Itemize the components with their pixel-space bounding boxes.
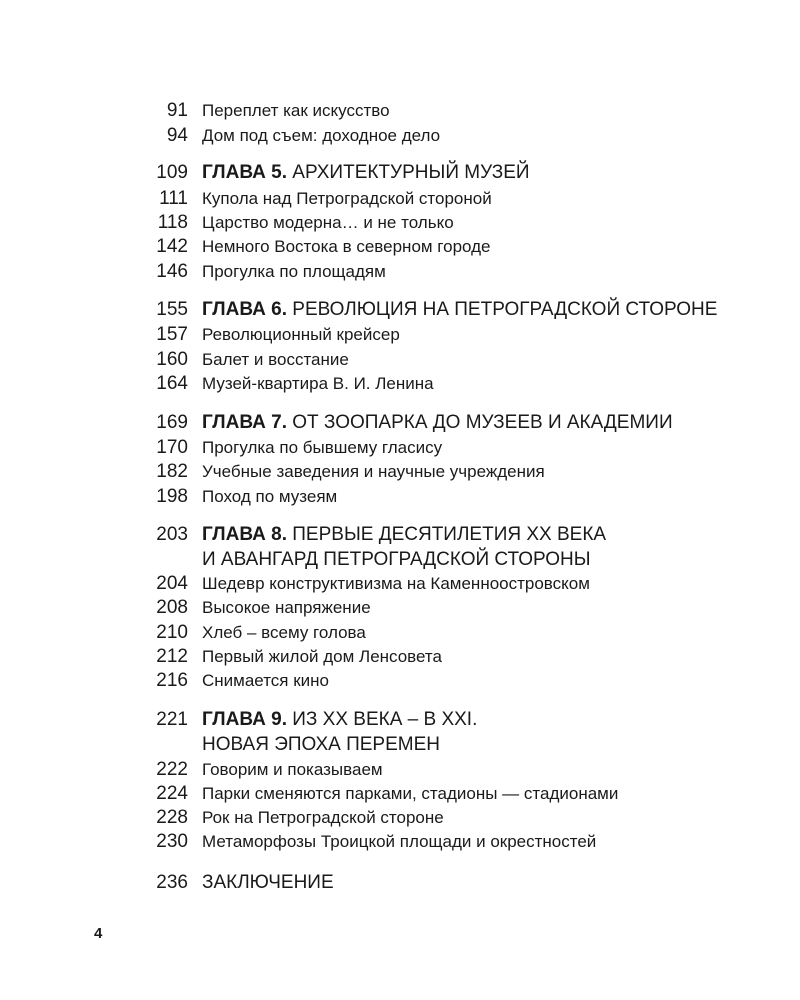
entry-page-number: 228 — [156, 807, 188, 828]
entry-page-number: 109 — [156, 162, 188, 183]
entry-title: Прогулка по площадям — [202, 262, 386, 281]
entry-title: Прогулка по бывшему гласису — [202, 438, 443, 457]
toc-entry[interactable] — [0, 210, 800, 236]
entry-title: ЗАКЛЮЧЕНИЕ — [202, 872, 334, 893]
toc-entry[interactable] — [0, 123, 800, 149]
entry-page-number: 224 — [156, 783, 188, 804]
entry-page-number: 221 — [156, 709, 188, 730]
entry-page-number: 146 — [156, 261, 188, 282]
entry-page-number: 91 — [166, 100, 188, 121]
chapter-label: ГЛАВА 5. — [202, 162, 287, 183]
entry-title: Шедевр конструктивизма на Каменноостровском — [202, 574, 590, 593]
toc-entry[interactable] — [0, 459, 800, 485]
entry-title: Рок на Петроградской стороне — [202, 808, 444, 827]
entry-title: Метаморфозы Троицкой площади и окрестностей — [202, 832, 597, 851]
toc-entry[interactable] — [0, 644, 800, 670]
entry-page-number: 164 — [156, 373, 188, 394]
entry-page-number: 182 — [156, 461, 188, 482]
entry-title: Дом под съем: доходное дело — [202, 126, 441, 145]
chapter-heading — [202, 522, 606, 548]
toc-entry[interactable] — [0, 371, 800, 397]
toc-chapter-8[interactable] — [0, 522, 800, 548]
toc-entry[interactable] — [0, 595, 800, 621]
toc-conclusion[interactable] — [0, 870, 800, 896]
entry-page-number: 210 — [156, 622, 188, 643]
entry-title: Поход по музеям — [202, 487, 338, 506]
chapter-label: ГЛАВА 6. — [202, 299, 287, 320]
entry-page-number: 142 — [156, 236, 188, 257]
entry-title: Балет и восстание — [202, 350, 349, 369]
chapter-label: ГЛАВА 9. — [202, 709, 287, 730]
toc-entry[interactable] — [0, 757, 800, 783]
toc-entry[interactable] — [0, 620, 800, 646]
entry-page-number: 208 — [156, 597, 188, 618]
toc-entry[interactable] — [0, 571, 800, 597]
chapter-title: АРХИТЕКТУРНЫЙ МУЗЕЙ — [292, 162, 530, 183]
toc-chapter-6[interactable] — [0, 297, 800, 323]
entry-title: Переплет как искусство — [202, 101, 390, 120]
entry-title: Говорим и показываем — [202, 760, 383, 779]
entry-page-number: 204 — [156, 573, 188, 594]
entry-title: Хлеб – всему голова — [202, 623, 366, 642]
toc-entry[interactable] — [0, 259, 800, 285]
entry-page-number: 203 — [156, 524, 188, 545]
toc-chapter-5[interactable] — [0, 160, 800, 186]
toc-entry[interactable] — [0, 186, 800, 212]
entry-page-number: 160 — [156, 349, 188, 370]
toc-chapter-9-line2 — [0, 732, 800, 758]
toc-entry[interactable] — [0, 829, 800, 855]
entry-title: Царство модерна… и не только — [202, 213, 454, 232]
chapter-label: ГЛАВА 8. — [202, 524, 287, 545]
entry-title: Купола над Петроградской стороной — [202, 189, 492, 208]
entry-page-number: 169 — [156, 412, 188, 433]
chapter-title: ПЕРВЫЕ ДЕСЯТИЛЕТИЯ XX ВЕКА — [292, 524, 607, 545]
entry-page-number: 155 — [156, 299, 188, 320]
chapter-heading — [202, 707, 477, 733]
chapter-heading — [202, 410, 673, 436]
toc-chapter-8-line2 — [0, 547, 800, 573]
entry-page-number: 170 — [156, 437, 188, 458]
entry-title: Немного Востока в северном городе — [202, 237, 491, 256]
toc-entry[interactable] — [0, 805, 800, 831]
entry-page-number: 157 — [156, 324, 188, 345]
toc-chapter-7[interactable] — [0, 410, 800, 436]
toc-entry[interactable] — [0, 98, 800, 124]
entry-page-number: 94 — [166, 125, 188, 146]
toc-chapter-9[interactable] — [0, 707, 800, 733]
entry-title: Музей-квартира В. И. Ленина — [202, 374, 434, 393]
page-number: 4 — [94, 925, 103, 942]
entry-title: Первый жилой дом Ленсовета — [202, 647, 442, 666]
entry-page-number: 236 — [156, 872, 188, 893]
toc-entry[interactable] — [0, 484, 800, 510]
chapter-title: РЕВОЛЮЦИЯ НА ПЕТРОГРАДСКОЙ СТОРОНЕ — [292, 299, 718, 320]
chapter-title-continuation: НОВАЯ ЭПОХА ПЕРЕМЕН — [202, 734, 440, 755]
entry-page-number: 222 — [156, 759, 188, 780]
toc-entry[interactable] — [0, 781, 800, 807]
entry-page-number: 198 — [156, 486, 188, 507]
chapter-title: ИЗ XX ВЕКА – В XXI. — [292, 709, 478, 730]
toc-entry[interactable] — [0, 347, 800, 373]
entry-page-number: 230 — [156, 831, 188, 852]
entry-title: Высокое напряжение — [202, 598, 371, 617]
chapter-title: ОТ ЗООПАРКА ДО МУЗЕЕВ И АКАДЕМИИ — [292, 412, 673, 433]
chapter-heading — [202, 297, 717, 323]
toc-entry[interactable] — [0, 668, 800, 694]
toc-entry[interactable] — [0, 234, 800, 260]
entry-page-number: 212 — [156, 646, 188, 667]
entry-title: Революционный крейсер — [202, 325, 400, 344]
chapter-heading — [202, 160, 530, 186]
entry-title: Учебные заведения и научные учреждения — [202, 462, 545, 481]
entry-page-number: 216 — [156, 670, 188, 691]
entry-title: Парки сменяются парками, стадионы — стадионами — [202, 784, 619, 803]
toc-entry[interactable] — [0, 322, 800, 348]
toc-entry[interactable] — [0, 435, 800, 461]
chapter-label: ГЛАВА 7. — [202, 412, 287, 433]
entry-page-number: 118 — [157, 212, 188, 233]
entry-page-number: 111 — [159, 188, 188, 209]
entry-title: Снимается кино — [202, 671, 329, 690]
chapter-title-continuation: И АВАНГАРД ПЕТРОГРАДСКОЙ СТОРОНЫ — [202, 549, 591, 570]
